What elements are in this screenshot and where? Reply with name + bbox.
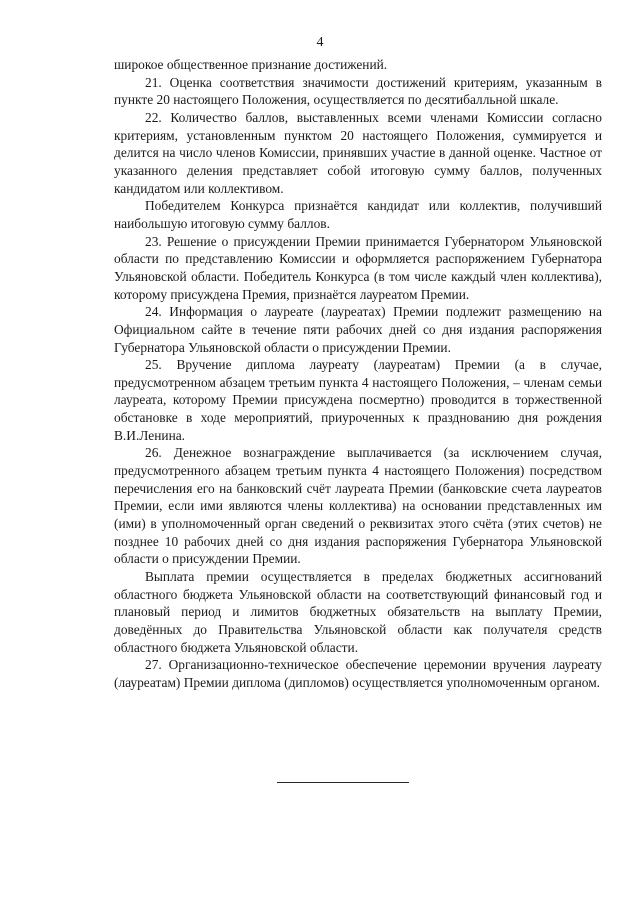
- paragraph-27: 27. Организационно-техническое обеспечение церемонии вручения лауреату (лауреатам) Премии диплома (дипломов) осуществляется уполномоченным органом.: [114, 657, 602, 690]
- paragraph-26: 26. Денежное вознаграждение выплачивается (за исключением случая, предусмотренного абзацем третьим пункта 4 настоящего Положения) посредством перечисления его на банковский счёт лауреата Премии (банковские счета лауреатов Премии, если ими являются члены коллектива) на основании представленных им (ими) в уполномоченный орган сведений о реквизитах этого счёта (этих счетов) не позднее 10 рабочих дней со дня издания распоряжения Губернатора Ульяновской области о присуждении Премии.: [114, 445, 602, 567]
- paragraph-21: 21. Оценка соответствия значимости достижений критериям, указанным в пункте 20 настоящего Положения, осуществляется по десятибалльной шкале.: [114, 74, 602, 108]
- paragraph-22: 22. Количество баллов, выставленных всеми членами Комиссии согласно критериям, установленным пунктом 20 настоящего Положения, суммируется и делится на число членов Комиссии, принявших участие в данной оценке. Частное от указанного деления представляет собой итоговую сумму баллов, полученных кандидатом или коллективом.: [114, 109, 602, 196]
- document-body: [114, 56, 602, 692]
- paragraph-23: 23. Решение о присуждении Премии принимается Губернатором Ульяновской области по представлению Комиссии и оформляется распоряжением Губернатора Ульяновской области. Победитель Конкурса (в том числе каждый член коллектива), которому присуждена Премия, признаётся лауреатом Премии.: [114, 233, 602, 302]
- paragraph-winner: Победителем Конкурса признаётся кандидат или коллектив, получивший наибольшую итоговую сумму баллов.: [114, 198, 602, 231]
- paragraph-payment: Выплата премии осуществляется в пределах бюджетных ассигнований областного бюджета Ульяновской области на соответствующий финансовый год и плановый период и лимитов бюджетных обязательств на выплату Премии, доведённых до Правительства Ульяновской области как получателя средств областного бюджета Ульяновской области.: [114, 569, 602, 655]
- paragraph-24: 24. Информация о лауреате (лауреатах) Премии подлежит размещению на Официальном сайте в течение пяти рабочих дней со дня издания распоряжения Губернатора Ульяновской области о присуждении Премии.: [114, 304, 602, 355]
- paragraph-continuation: широкое общественное признание достижений.: [114, 57, 388, 72]
- paragraph-25: 25. Вручение диплома лауреату (лауреатам) Премии (а в случае, предусмотренном абзацем третьим пункта 4 настоящего Положения, – членам семьи лауреата, которому Премии присуждена посмертно) проводится в торжественной обстановке в ходе мероприятий, приуроченных к празднованию дня рождения В.И.Ленина.: [114, 357, 602, 443]
- end-separator-line: [277, 782, 409, 783]
- page-number: 4: [316, 35, 324, 50]
